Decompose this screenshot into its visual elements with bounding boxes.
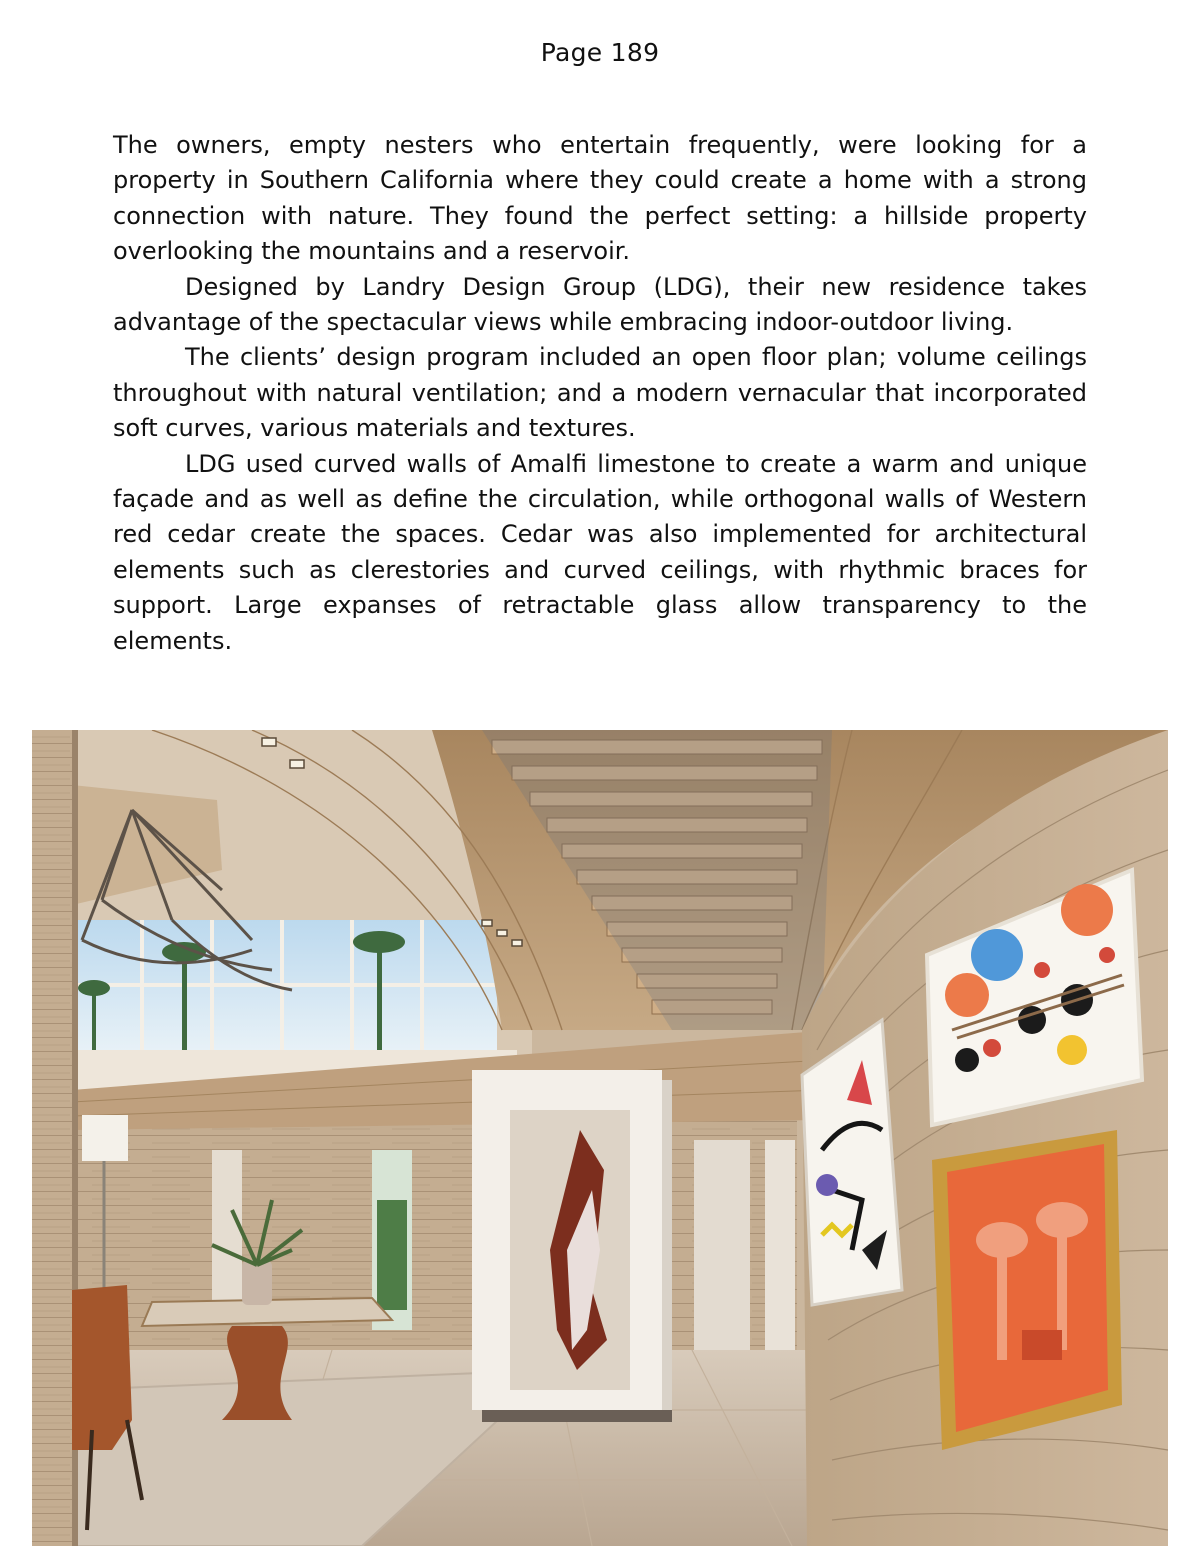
page-number: Page 189 xyxy=(540,38,660,67)
paragraph-2: Designed by Landry Design Group (LDG), their new residence takes advantage of the spectacular views while embracing indoor-outdoor living. xyxy=(113,272,1087,337)
interior-photo xyxy=(32,730,1168,1546)
paragraph-1: The owners, empty nesters who entertain frequently, were looking for a property in Southern California where they could create a home with a strong connection with nature. They found the perfect setting: a hillside property overlooking the mountains and a reservoir. xyxy=(113,131,1087,266)
article-body xyxy=(113,128,1087,659)
interior-photo-illustration xyxy=(32,730,1168,1546)
paragraph-4: LDG used curved walls of Amalfi limestone to create a warm and unique façade and as well as define the circulation, while orthogonal walls of Western red cedar create the spaces. Cedar was also implemented for architectural elements such as clerestories and curved ceilings, with rhythmic braces for support. Large expanses of retractable glass allow transparency to the elements. xyxy=(113,449,1087,655)
paragraph-3: The clients’ design program included an open floor plan; volume ceilings throughout with natural ventilation; and a modern vernacular that incorporated soft curves, various materials and textures. xyxy=(113,343,1087,443)
